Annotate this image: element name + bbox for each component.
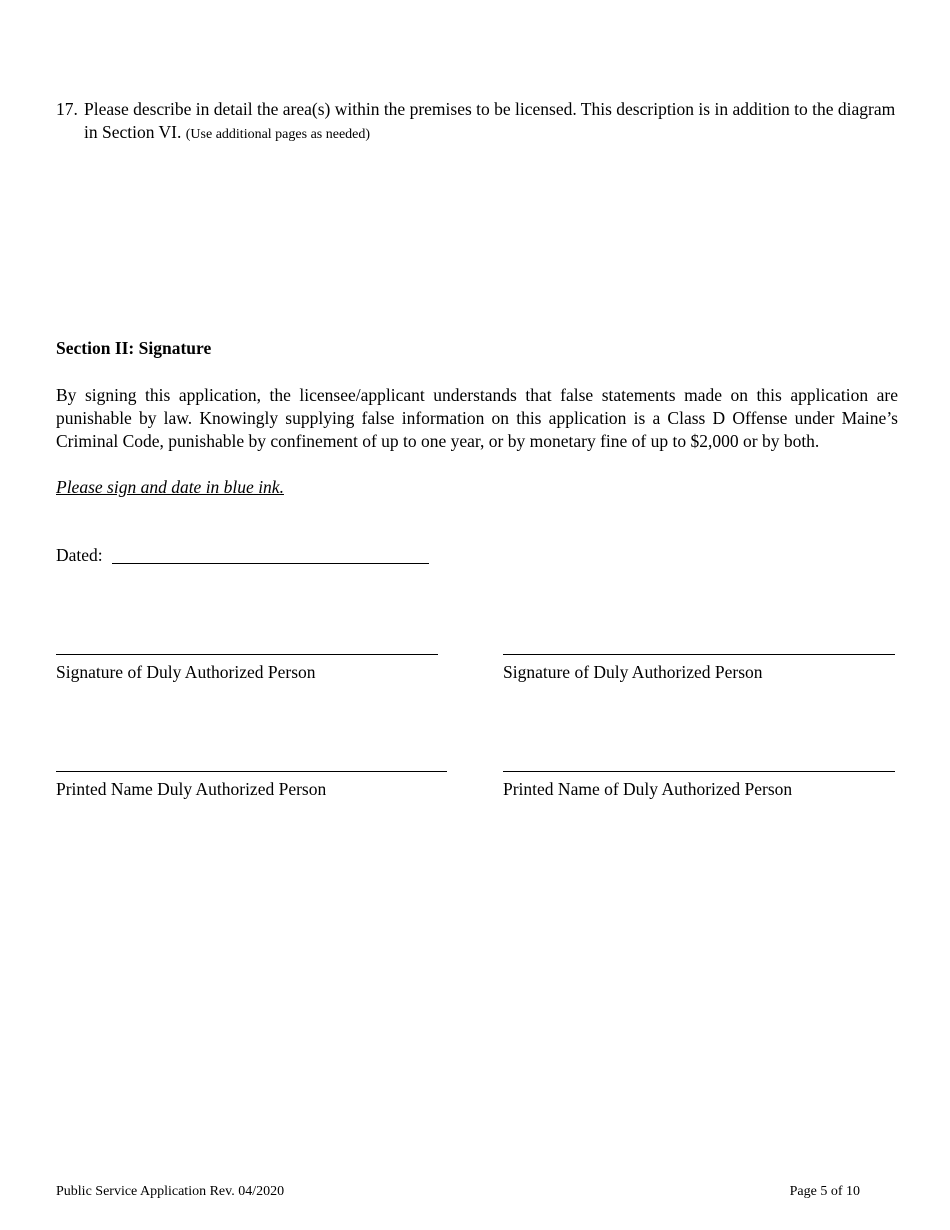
signature-label-left: Signature of Duly Authorized Person — [56, 662, 316, 682]
signature-statement: By signing this application, the licensee/applicant understands that false statements made on this application are punishable by law. Knowingly supplying false information on this application is a Class D Offense under Maine’s Criminal Code, punishable by confinement of up to one year, or by monetary fine of up to $2,000 or by both. — [56, 385, 898, 451]
question-text-block — [84, 98, 896, 146]
printed-name-label-right: Printed Name of Duly Authorized Person — [503, 779, 793, 799]
printed-name-line-left[interactable] — [56, 771, 447, 772]
footer-form-name: Public Service Application Rev. 04/2020 — [56, 1184, 285, 1199]
printed-name-line-right[interactable] — [503, 771, 895, 772]
footer-page-number: Page 5 of 10 — [789, 1184, 860, 1199]
ink-instruction: Please sign and date in blue ink. — [56, 477, 284, 497]
signature-line-left[interactable] — [56, 654, 438, 655]
dated-line[interactable] — [112, 563, 429, 564]
printed-name-label-left: Printed Name Duly Authorized Person — [56, 779, 327, 799]
signature-line-right[interactable] — [503, 654, 895, 655]
question-number: 17. — [56, 99, 78, 119]
signature-label-right: Signature of Duly Authorized Person — [503, 662, 763, 682]
question-text: Please describe in detail the area(s) within the premises to be licensed. This description is in addition to the diagram in Section VI. — [84, 99, 896, 142]
question-note: (Use additional pages as needed) — [185, 127, 371, 142]
dated-label: Dated: — [56, 545, 103, 565]
section-heading: Section II: Signature — [56, 338, 212, 358]
question-17 — [56, 98, 896, 146]
